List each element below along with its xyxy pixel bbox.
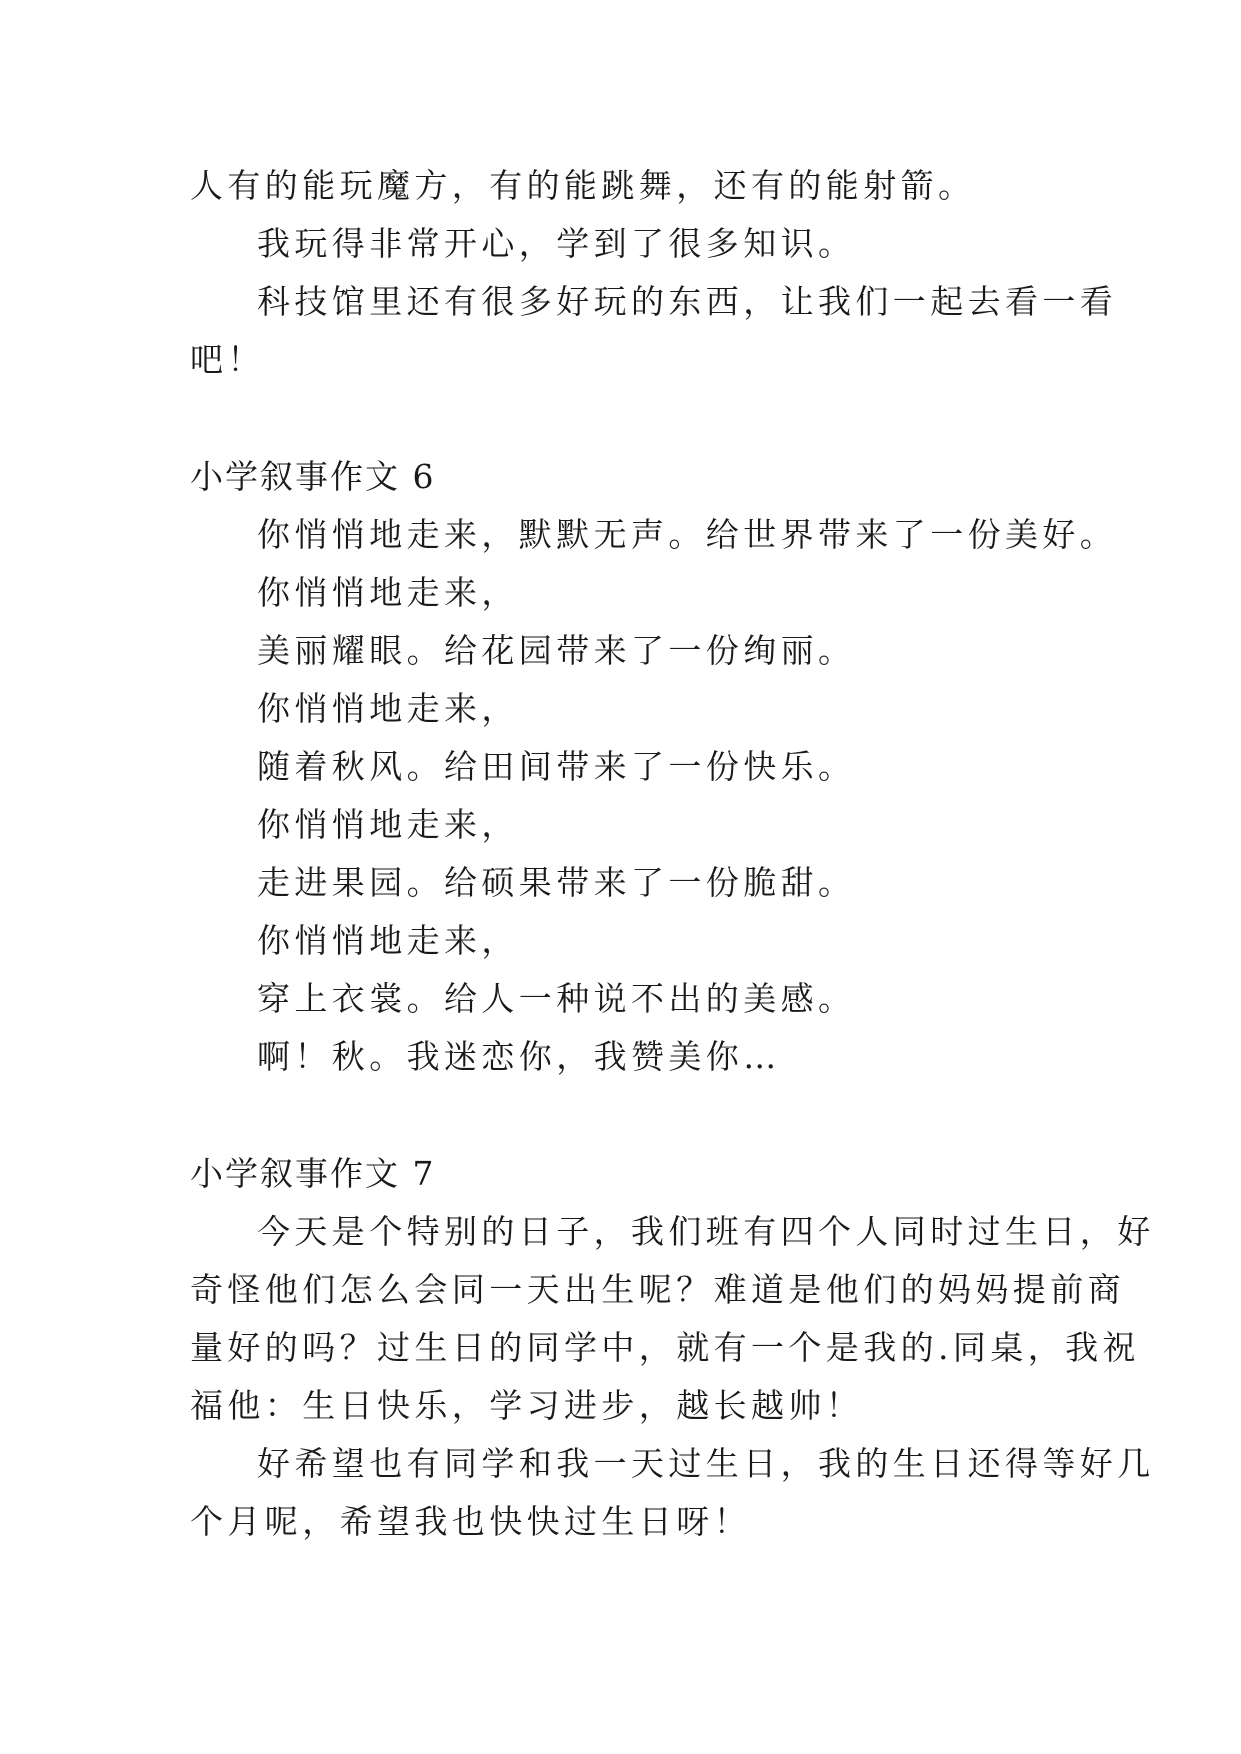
paragraph-line: 你悄悄地走来，默默无声。给世界带来了一份美好。: [257, 515, 1118, 554]
paragraph-line: 好希望也有同学和我一天过生日，我的生日还得等好几: [257, 1444, 1155, 1483]
paragraph-line: 量好的吗？过生日的同学中，就有一个是我的.同桌，我祝: [190, 1328, 1140, 1367]
paragraph-line: 人有的能玩魔方，有的能跳舞，还有的能射箭。: [190, 166, 976, 205]
paragraph-line: 个月呢，希望我也快快过生日呀！: [190, 1502, 751, 1541]
paragraph-line: 走进果园。给硕果带来了一份脆甜。: [257, 863, 856, 902]
paragraph-line: 今天是个特别的日子，我们班有四个人同时过生日，好: [257, 1212, 1155, 1251]
paragraph-line: 你悄悄地走来，: [257, 921, 519, 960]
section-heading: 小学叙事作文 6: [190, 457, 436, 496]
paragraph-line: 你悄悄地走来，: [257, 805, 519, 844]
paragraph-line: 科技馆里还有很多好玩的东西，让我们一起去看一看: [257, 282, 1118, 321]
paragraph-line: 你悄悄地走来，: [257, 689, 519, 728]
paragraph-line: 福他：生日快乐，学习进步，越长越帅！: [190, 1386, 864, 1425]
paragraph-line: 吧！: [190, 340, 265, 379]
paragraph-line: 啊！秋。我迷恋你，我赞美你…: [257, 1037, 781, 1076]
paragraph-line: 美丽耀眼。给花园带来了一份绚丽。: [257, 631, 856, 670]
section-heading: 小学叙事作文 7: [190, 1154, 436, 1193]
paragraph-line: 你悄悄地走来，: [257, 573, 519, 612]
paragraph-line: 奇怪他们怎么会同一天出生呢？难道是他们的妈妈提前商: [190, 1270, 1125, 1309]
paragraph-line: 我玩得非常开心，学到了很多知识。: [257, 224, 856, 263]
paragraph-line: 穿上衣裳。给人一种说不出的美感。: [257, 979, 856, 1018]
paragraph-line: 随着秋风。给田间带来了一份快乐。: [257, 747, 856, 786]
